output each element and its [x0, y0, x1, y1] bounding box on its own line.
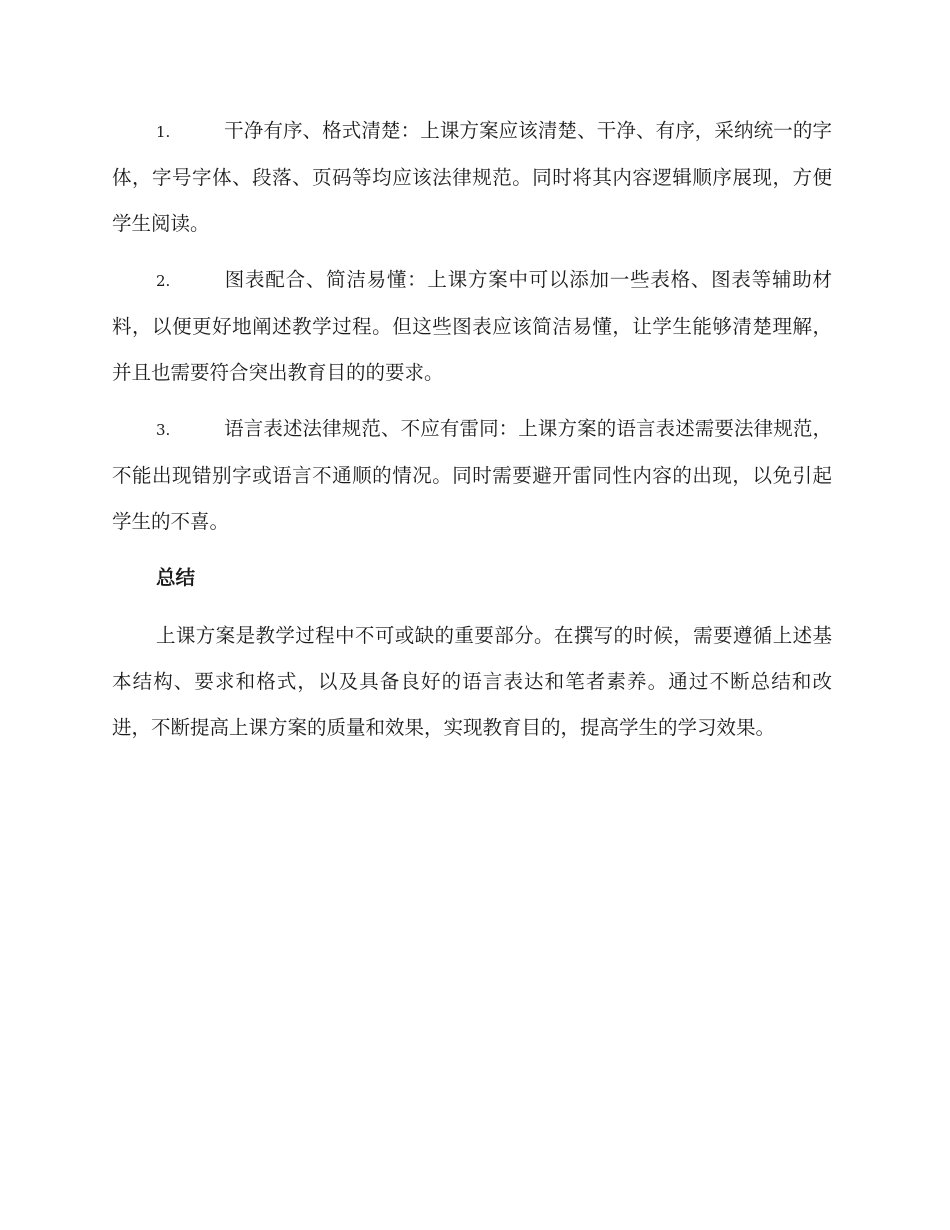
summary-paragraph: 上课方案是教学过程中不可或缺的重要部分。在撰写的时候，需要遵循上述基本结构、要求和格式，以及具备良好的语言表达和笔者素养。通过不断总结和改进，不断提高上课方案的质量和效果，实现教育目的，提高学生的学习效果。	[112, 624, 832, 739]
list-item-text: 语言表述法律规范、不应有雷同：上课方案的语言表述需要法律规范，不能出现错别字或语言不通顺的情况。同时需要避开雷同性内容的出现，以免引起学生的不喜。	[112, 417, 832, 533]
list-item-1	[112, 108, 832, 247]
list-item-text: 图表配合、简洁易懂：上课方案中可以添加一些表格、图表等辅助材料，以便更好地阐述教学过程。但这些图表应该简洁易懂，让学生能够清楚理解，并且也需要符合突出教育目的的要求。	[112, 268, 832, 384]
list-item-number: 2.	[156, 272, 171, 290]
list-item-text: 干净有序、格式清楚：上课方案应该清楚、干净、有序，采纳统一的字体，字号字体、段落、页码等均应该法律规范。同时将其内容逻辑顺序展现，方便学生阅读。	[112, 119, 832, 235]
list-item-2	[112, 257, 832, 396]
list-item-number: 3.	[156, 421, 171, 439]
document-content	[112, 108, 832, 751]
list-item-3	[112, 406, 832, 545]
summary-heading: 总结	[156, 566, 196, 589]
list-item-number: 1.	[156, 123, 171, 141]
